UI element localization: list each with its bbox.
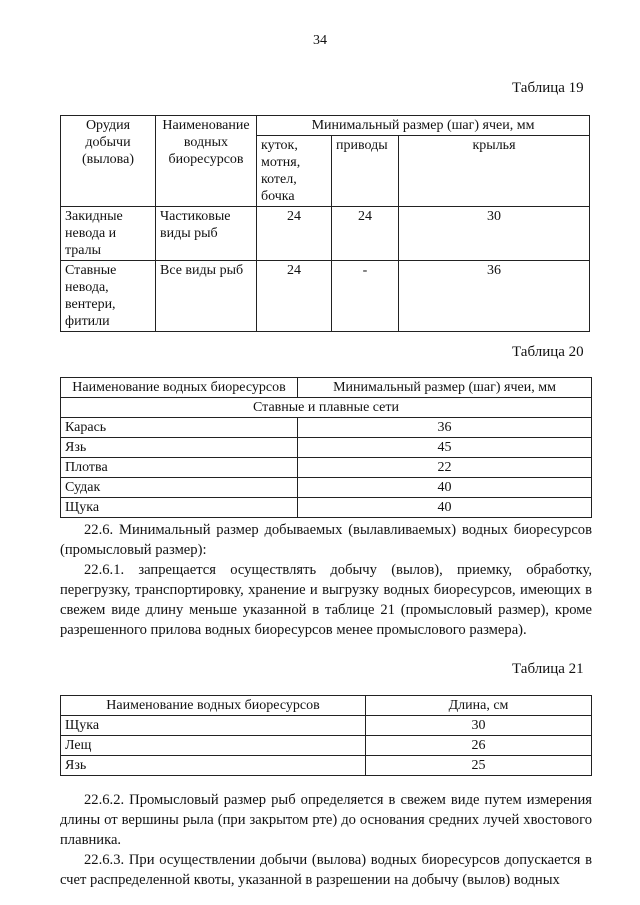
row-name: Щука — [61, 498, 298, 518]
table-row — [61, 498, 592, 518]
table-20-caption: Таблица 20 — [512, 344, 584, 360]
header-resource: Наименование водных биоресурсов — [61, 696, 366, 716]
header-resource: Наименование водных биоресурсов — [61, 378, 298, 398]
row-value: 26 — [366, 736, 592, 756]
paragraph-22-6: 22.6. Минимальный размер добываемых (вылавливаемых) водных биоресурсов (промысловый размер): — [60, 522, 592, 558]
header-kutok: куток, мотня, котел, бочка — [257, 136, 332, 207]
table-row — [61, 438, 592, 458]
row-value: 25 — [366, 756, 592, 776]
table-21-caption: Таблица 21 — [512, 661, 584, 677]
row-value: 45 — [298, 438, 592, 458]
paragraph-22-6-2: 22.6.2. Промысловый размер рыб определяется в свежем виде путем измерения длины от вершины рыла (при закрытом рте) до основания средних лучей хвостового плавника. — [60, 792, 592, 848]
paragraph-22-6-3: 22.6.3. При осуществлении добычи (вылова) водных биоресурсов допускается в счет распределенной квоты, указанной в разрешении на добычу (вылов) водных — [60, 852, 592, 888]
text-block-1 — [60, 520, 592, 640]
table-row — [61, 716, 592, 736]
table-19 — [60, 115, 590, 332]
row-name: Язь — [61, 756, 366, 776]
row-kutok: 24 — [257, 207, 332, 261]
table-row — [61, 207, 590, 261]
header-gear: Орудия добычи (вылова) — [61, 116, 156, 207]
header-min-size: Минимальный размер (шаг) ячеи, мм — [257, 116, 590, 136]
row-krylya: 30 — [399, 207, 590, 261]
row-name: Лещ — [61, 736, 366, 756]
row-resource: Частиковые виды рыб — [156, 207, 257, 261]
row-value: 40 — [298, 498, 592, 518]
row-krylya: 36 — [399, 261, 590, 332]
table-19-caption: Таблица 19 — [512, 80, 584, 96]
table-21 — [60, 695, 592, 776]
row-value: 30 — [366, 716, 592, 736]
row-resource: Все виды рыб — [156, 261, 257, 332]
row-name: Карась — [61, 418, 298, 438]
row-gear: Ставные невода, вентери, фитили — [61, 261, 156, 332]
row-gear: Закидные невода и тралы — [61, 207, 156, 261]
header-krylya: крылья — [399, 136, 590, 207]
row-privody: 24 — [332, 207, 399, 261]
table-row — [61, 261, 590, 332]
row-value: 22 — [298, 458, 592, 478]
row-name: Язь — [61, 438, 298, 458]
header-min-size: Минимальный размер (шаг) ячеи, мм — [298, 378, 592, 398]
table-row — [61, 736, 592, 756]
table-row — [61, 418, 592, 438]
row-value: 40 — [298, 478, 592, 498]
header-privody: приводы — [332, 136, 399, 207]
header-length: Длина, см — [366, 696, 592, 716]
table-row — [61, 458, 592, 478]
header-resource: Наименование водных биоресурсов — [156, 116, 257, 207]
table-row — [61, 756, 592, 776]
text-block-2 — [60, 790, 592, 890]
table-row — [61, 478, 592, 498]
row-name: Плотва — [61, 458, 298, 478]
table-20 — [60, 377, 592, 518]
row-kutok: 24 — [257, 261, 332, 332]
row-value: 36 — [298, 418, 592, 438]
page-number: 34 — [313, 33, 327, 48]
row-name: Судак — [61, 478, 298, 498]
row-privody: - — [332, 261, 399, 332]
paragraph-22-6-1: 22.6.1. запрещается осуществлять добычу (вылов), приемку, обработку, перегрузку, транспортировку, хранение и выгрузку водных биоресурсов, имеющих в свежем виде длину меньше указанной в таблице 21 (промысловый размер), кроме разрешенного прилова водных биоресурсов менее промыслового размера). — [60, 562, 592, 638]
section-label: Ставные и плавные сети — [61, 398, 592, 418]
row-name: Щука — [61, 716, 366, 736]
